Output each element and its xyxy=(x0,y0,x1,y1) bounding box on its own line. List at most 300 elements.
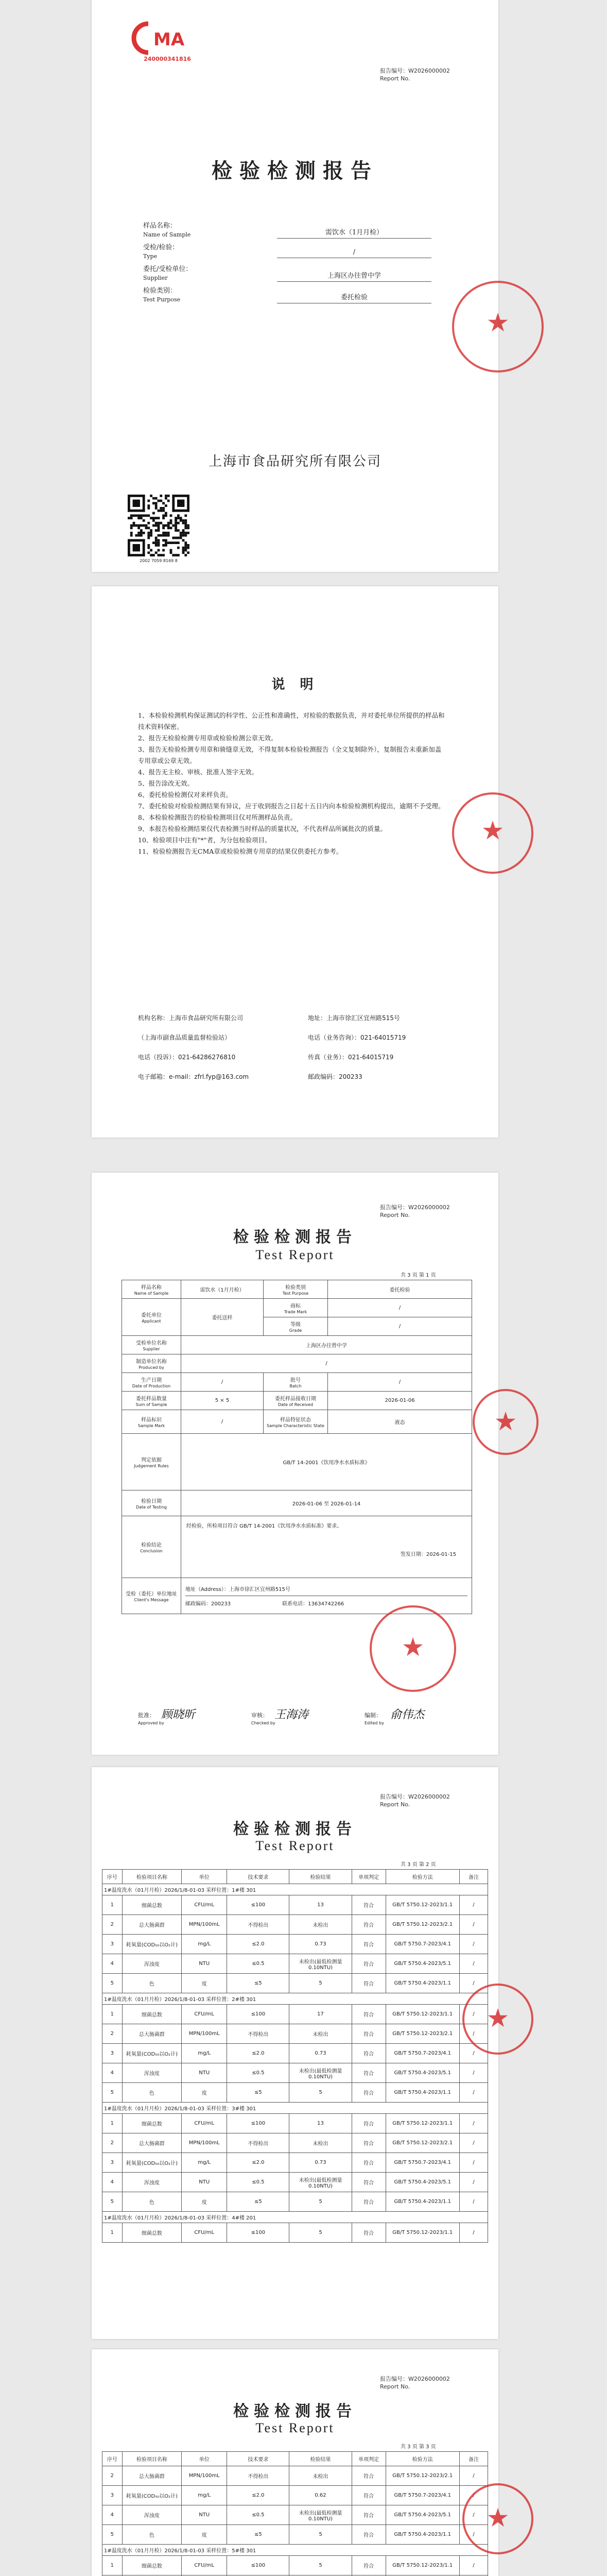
table-cell: GB/T 5750.4-2023/1.1 xyxy=(386,2083,459,2103)
table-cell: 符合 xyxy=(352,1895,386,1915)
table-cell: mg/L xyxy=(182,2153,227,2173)
cell-label: 生产日期 Date of Production xyxy=(122,1373,181,1392)
column-header: 单项判定 xyxy=(352,2452,386,2466)
group-caption-row xyxy=(102,1884,488,1895)
cell-label: 受检（委托）单位地址 Client's Message xyxy=(122,1578,181,1614)
table-cell: 耗氧量(COD₅₀以O₂计) xyxy=(122,2486,182,2505)
table-cell: GB/T 5750.7-2023/4.1 xyxy=(386,2486,459,2505)
qty-value: 5 × 5 xyxy=(181,1392,264,1410)
note-item: 4、报告无主检、审核、批准人签字无效。 xyxy=(138,768,258,776)
column-header: 检验结果 xyxy=(289,1870,352,1884)
column-header: 序号 xyxy=(102,2452,123,2466)
cell-label: 批号 Batch xyxy=(264,1373,328,1392)
cell-label: 样品标识 Sample Mark xyxy=(122,1410,181,1434)
contact-left: 电子邮箱：e-mail：zfrl.fyp@163.com xyxy=(138,1073,249,1080)
table-cell: 13 xyxy=(289,1895,352,1915)
table-cell: / xyxy=(459,2044,488,2063)
conclusion-row xyxy=(122,1516,472,1578)
cover-page xyxy=(92,0,510,572)
table-cell: 1 xyxy=(102,2114,123,2133)
table-cell: ≤5 xyxy=(227,2525,289,2545)
table-cell: CFU/mL xyxy=(182,2556,227,2575)
table-cell: 4 xyxy=(102,1954,123,1974)
table-cell: 2 xyxy=(102,2133,123,2153)
summary-title: 检验检测报告 xyxy=(233,1228,357,1246)
table-cell: 符合 xyxy=(352,2153,386,2173)
summary-row xyxy=(122,1280,472,1299)
table-cell: 符合 xyxy=(352,2525,386,2545)
table-cell: CFU/mL xyxy=(182,2223,227,2243)
date-prod-value: / xyxy=(181,1373,264,1392)
table-row xyxy=(102,1915,488,1935)
notes-title: 说 明 xyxy=(271,677,319,692)
table-cell: 细菌总数 xyxy=(122,2556,182,2575)
column-header: 序号 xyxy=(102,1870,123,1884)
table-cell: 4 xyxy=(102,2173,123,2192)
table-row xyxy=(102,1954,488,1974)
table-cell: NTU xyxy=(182,1954,227,1974)
summary-page xyxy=(92,1173,517,1755)
table-row xyxy=(102,2005,488,2024)
summary-row xyxy=(122,1299,472,1317)
table-cell: mg/L xyxy=(182,2486,227,2505)
table-cell: ≤2.0 xyxy=(227,2486,289,2505)
cma-logo xyxy=(139,21,196,62)
table-row xyxy=(102,2024,488,2044)
table-cell: 2 xyxy=(102,2024,123,2044)
table-cell: MPN/100mL xyxy=(182,2024,227,2044)
cma-logo-number: 240000341816 xyxy=(144,56,191,62)
report-number xyxy=(380,1204,450,1219)
recv-value: 2026-01-06 xyxy=(328,1392,472,1410)
supplier-row xyxy=(122,1336,472,1354)
table-cell: 1 xyxy=(102,2005,123,2024)
table-row xyxy=(102,1935,488,1954)
report-number xyxy=(380,67,450,82)
table-cell: CFU/mL xyxy=(182,2114,227,2133)
table-row xyxy=(102,2063,488,2083)
table-cell: 总大肠菌群 xyxy=(122,2466,182,2486)
cell-value: / xyxy=(328,1299,472,1317)
table-cell: / xyxy=(459,1935,488,1954)
table-cell: 色 xyxy=(122,2192,182,2212)
cell-label: 等级 Grade xyxy=(264,1317,328,1336)
group-caption: 1#温度洗水（01月月检）2026/1/8-01-03 采样位置：4#楼 201 xyxy=(102,2212,488,2223)
table-cell: CFU/mL xyxy=(182,2005,227,2024)
table-cell: NTU xyxy=(182,2063,227,2083)
group-caption-row xyxy=(102,1993,488,2005)
table-cell: GB/T 5750.12-2023/2.1 xyxy=(386,2133,459,2153)
note-item: 6、委托检验检测仅对来样负责。 xyxy=(138,791,232,799)
table-cell: 总大肠菌群 xyxy=(122,2024,182,2044)
table-cell: ≤5 xyxy=(227,2192,289,2212)
table-cell: / xyxy=(459,2024,488,2044)
batch-value: / xyxy=(328,1373,472,1392)
table-cell: 5 xyxy=(289,2525,352,2545)
table-cell: 耗氧量(COD₅₀以O₂计) xyxy=(122,1935,182,1954)
column-header: 技术要求 xyxy=(227,1870,289,1884)
table-cell: GB/T 5750.12-2023/1.1 xyxy=(386,2005,459,2024)
cell-value: / xyxy=(328,1317,472,1336)
table-cell: 符合 xyxy=(352,1935,386,1954)
seal-star-icon: ★ xyxy=(486,2003,510,2033)
cell-value: 委托检验 xyxy=(328,1280,472,1299)
data-title: 检验检测报告 xyxy=(233,2402,357,2420)
group-caption: 1#温度洗水（01月月检）2026/1/8-01-03 采样位置：2#楼 301 xyxy=(102,1993,488,2005)
cell-value: 需饮水（1月月检） xyxy=(181,1280,264,1299)
table-cell: GB/T 5750.7-2023/4.1 xyxy=(386,2153,459,2173)
data-title: 检验检测报告 xyxy=(233,1820,357,1838)
note-item: 11、检验检测报告无CMA章或检验检测专用章的结果仅供委托方参考。 xyxy=(138,848,343,855)
cover-field xyxy=(143,286,431,307)
table-cell: 4 xyxy=(102,2063,123,2083)
table-cell: 2 xyxy=(102,1915,123,1935)
group-caption-row xyxy=(102,2545,488,2556)
table-cell: MPN/100mL xyxy=(182,2466,227,2486)
table-row xyxy=(102,1974,488,1993)
table-cell: 0.73 xyxy=(289,2044,352,2063)
contact-left: （上海市副食品质量监督检验站） xyxy=(138,1034,231,1041)
table-cell: 3 xyxy=(102,2486,123,2505)
red-seal-stamp-5 xyxy=(462,1984,533,2055)
qty-row xyxy=(122,1392,472,1410)
page-info: 共 3 页 第 1 页 xyxy=(401,1273,436,1278)
table-cell: NTU xyxy=(182,2505,227,2525)
table-cell: 4 xyxy=(102,2505,123,2525)
group-caption-row xyxy=(102,2212,488,2223)
column-header: 检验方法 xyxy=(386,1870,459,1884)
contact-right: 电话（业务咨询）：021-64015719 xyxy=(308,1034,406,1041)
table-cell: ≤100 xyxy=(227,2556,289,2575)
table-cell: 总大肠菌群 xyxy=(122,2133,182,2153)
table-cell: 总大肠菌群 xyxy=(122,1915,182,1935)
field-label: 检验类别： Test Purpose xyxy=(143,287,181,303)
table-cell: GB/T 5750.12-2023/2.1 xyxy=(386,2466,459,2486)
table-cell: 符合 xyxy=(352,2486,386,2505)
seal-star-icon: ★ xyxy=(481,816,505,845)
table-cell: GB/T 5750.7-2023/4.1 xyxy=(386,2044,459,2063)
results-table xyxy=(102,2451,488,2576)
table-cell: mg/L xyxy=(182,1935,227,1954)
table-cell: ≤0.5 xyxy=(227,2505,289,2525)
cell-label: 商标 Trade Mark xyxy=(264,1299,328,1317)
table-cell: GB/T 5750.7-2023/4.1 xyxy=(386,1935,459,1954)
table-row xyxy=(102,2133,488,2153)
table-cell: / xyxy=(459,1974,488,1993)
table-cell: / xyxy=(459,2486,488,2505)
table-cell: GB/T 5750.12-2023/1.1 xyxy=(386,2114,459,2133)
check-signature: 王海涛 xyxy=(274,1708,309,1721)
table-cell: 3 xyxy=(102,1935,123,1954)
table-cell: 未检出 xyxy=(289,2024,352,2044)
judge-value: GB/T 14-2001《饮用净水水质标准》 xyxy=(181,1434,472,1490)
table-cell: 色 xyxy=(122,2083,182,2103)
mark-value: / xyxy=(181,1410,264,1434)
table-cell: GB/T 5750.4-2023/1.1 xyxy=(386,1974,459,1993)
note-item: 10、检验项目中注有"*"者，为分包检验项目。 xyxy=(138,836,271,844)
seal-star-icon: ★ xyxy=(486,308,510,337)
date-batch-row xyxy=(122,1373,472,1392)
mark-row xyxy=(122,1410,472,1434)
table-cell: 5 xyxy=(289,2192,352,2212)
table-cell: 1 xyxy=(102,2223,123,2243)
table-cell: 5 xyxy=(289,2556,352,2575)
note-item: 2、报告无检验检测专用章或检验检测公章无效。 xyxy=(138,734,278,742)
table-cell: GB/T 5750.12-2023/2.1 xyxy=(386,2024,459,2044)
testdate-value: 2026-01-06 至 2026-01-14 xyxy=(181,1490,472,1516)
seal-star-icon: ★ xyxy=(401,1632,425,1662)
table-cell: GB/T 5750.4-2023/5.1 xyxy=(386,2505,459,2525)
table-cell: 色 xyxy=(122,2525,182,2545)
table-row xyxy=(102,2223,488,2243)
cell-label: 样品名称 Name of Sample xyxy=(122,1280,181,1299)
table-cell: 符合 xyxy=(352,1954,386,1974)
qr-code xyxy=(128,495,189,556)
red-seal-stamp-2 xyxy=(452,792,533,874)
report-number-label: 报告编号： xyxy=(380,1204,408,1211)
cell-label: 检验类别 Test Purpose xyxy=(264,1280,328,1299)
table-cell: 耗氧量(COD₅₀以O₂计) xyxy=(122,2044,182,2063)
seal-star-icon: ★ xyxy=(494,1406,517,1436)
field-value: 委托检验 xyxy=(277,292,431,303)
cell-label: 样品特征状态 Sample Characteristic State xyxy=(264,1410,328,1434)
table-cell: ≤100 xyxy=(227,2223,289,2243)
table-cell: / xyxy=(459,2153,488,2173)
edit-label: 编制： Edited by xyxy=(365,1712,384,1725)
qr-caption: 2002 7059 8169 8 xyxy=(140,558,178,563)
table-cell: / xyxy=(459,2466,488,2486)
table-cell: 色 xyxy=(122,1974,182,1993)
table-cell: 符合 xyxy=(352,2173,386,2192)
field-label: 受检/检验： Type xyxy=(143,244,179,260)
company-name: 上海市食品研究所有限公司 xyxy=(208,454,381,469)
table-cell: ≤2.0 xyxy=(227,1935,289,1954)
notes-list xyxy=(138,710,447,857)
field-value: / xyxy=(277,248,431,258)
data-title-en: Test Report xyxy=(255,2420,335,2435)
table-cell: 1 xyxy=(102,1895,123,1915)
table-cell: 2 xyxy=(102,2466,123,2486)
table-cell: 浑浊度 xyxy=(122,1954,182,1974)
table-cell: MPN/100mL xyxy=(182,1915,227,1935)
report-number-en: Report No. xyxy=(380,75,410,82)
contact-right: 传真（业务）：021-64015719 xyxy=(308,1054,394,1061)
group-caption: 1#温度洗水（01月月检）2026/1/8-01-03 采样位置：3#楼 301 xyxy=(102,2103,488,2114)
table-row xyxy=(102,2192,488,2212)
approve-label: 批准： Approved by xyxy=(138,1712,164,1725)
table-cell: GB/T 5750.12-2023/1.1 xyxy=(386,2223,459,2243)
table-cell: GB/T 5750.4-2023/5.1 xyxy=(386,2173,459,2192)
table-cell: 未检出 xyxy=(289,2466,352,2486)
table-cell: 符合 xyxy=(352,1915,386,1935)
table-cell: GB/T 5750.4-2023/5.1 xyxy=(386,2063,459,2083)
column-header: 检验方法 xyxy=(386,2452,459,2466)
column-header: 检验项目名称 xyxy=(122,2452,182,2466)
column-header: 检验结果 xyxy=(289,2452,352,2466)
group-caption: 1#温度洗水（01月月检）2026/1/8-01-03 采样位置：1#楼 301 xyxy=(102,1884,488,1895)
contact-left: 机构名称：上海市食品研究所有限公司 xyxy=(138,1014,244,1022)
table-cell: / xyxy=(459,2556,488,2575)
cover-field xyxy=(143,265,431,285)
table-cell: 符合 xyxy=(352,2223,386,2243)
column-header: 技术要求 xyxy=(227,2452,289,2466)
table-cell: / xyxy=(459,2114,488,2133)
table-cell: 5 xyxy=(289,2223,352,2243)
table-cell: 符合 xyxy=(352,2063,386,2083)
table-cell: 不得检出 xyxy=(227,2024,289,2044)
table-cell: ≤0.5 xyxy=(227,1954,289,1974)
cell-label: 检验日期 Date of Testing xyxy=(122,1490,181,1516)
table-cell: / xyxy=(459,2505,488,2525)
results-table xyxy=(102,1869,488,2243)
report-number-value: W2026000002 xyxy=(408,67,450,74)
column-header: 单位 xyxy=(182,1870,227,1884)
edit-signature: 俞伟杰 xyxy=(390,1708,425,1721)
table-row xyxy=(102,2556,488,2575)
note-item: 1、本检验检测机构保证测试的科学性、公正性和准确性，对检验的数据负责，并对委托单位所提供的样品和技术资料保密。 xyxy=(138,711,445,731)
table-cell: 未检出 xyxy=(289,1915,352,1935)
cell-label: 制造单位名称 Produced by xyxy=(122,1354,181,1373)
summary-title-en: Test Report xyxy=(255,1247,335,1262)
table-cell: 符合 xyxy=(352,2556,386,2575)
table-cell: GB/T 5750.12-2023/1.1 xyxy=(386,2556,459,2575)
report-number: 报告编号：W2026000002 Report No. xyxy=(380,2376,450,2390)
table-cell: ≤100 xyxy=(227,2005,289,2024)
table-cell: 符合 xyxy=(352,2024,386,2044)
field-value: 上海区办往曾中学 xyxy=(277,270,431,282)
table-cell: 符合 xyxy=(352,1974,386,1993)
table-cell: 浑浊度 xyxy=(122,2063,182,2083)
sign-date: 签发日期：2026-01-15 xyxy=(400,1552,456,1557)
note-item: 9、本报告检验检测结果仅代表检测当时样品的质量状况，不代表样品所属批次的质量。 xyxy=(138,825,387,833)
table-cell: 17 xyxy=(289,2005,352,2024)
table-cell: 5 xyxy=(102,2192,123,2212)
report-number-label: 报告编号： xyxy=(380,67,408,74)
table-cell: / xyxy=(459,1915,488,1935)
table-cell: 13 xyxy=(289,2114,352,2133)
table-cell: ≤2.0 xyxy=(227,2153,289,2173)
field-label: 委托/受检单位： Supplier xyxy=(143,265,193,281)
cell-label: 检验结论 Conclusion xyxy=(122,1516,181,1578)
table-cell: 0.73 xyxy=(289,2153,352,2173)
table-cell: / xyxy=(459,2005,488,2024)
note-item: 5、报告涂改无效。 xyxy=(138,779,194,787)
table-cell: / xyxy=(459,2133,488,2153)
table-cell: ≤5 xyxy=(227,2083,289,2103)
table-cell: 1 xyxy=(102,2556,123,2575)
group-caption-row xyxy=(102,2103,488,2114)
table-cell: 5 xyxy=(102,1974,123,1993)
summary-table xyxy=(122,1280,472,1614)
char-value: 液态 xyxy=(328,1410,472,1434)
table-cell: mg/L xyxy=(182,2044,227,2063)
table-row xyxy=(102,2466,488,2486)
table-cell: ≤2.0 xyxy=(227,2044,289,2063)
table-cell: 未检出(最低检测量0.10NTU) xyxy=(289,2063,352,2083)
table-cell: 度 xyxy=(182,2083,227,2103)
testdate-row xyxy=(122,1490,472,1516)
table-cell: ≤0.5 xyxy=(227,2173,289,2192)
cell-label: 判定依据 Judgement Rules xyxy=(122,1434,181,1490)
table-cell: GB/T 5750.4-2023/1.1 xyxy=(386,2192,459,2212)
table-cell: 浑浊度 xyxy=(122,2505,182,2525)
cell-label: 委托样品数量 Sum of Sample xyxy=(122,1392,181,1410)
table-row xyxy=(102,2486,488,2505)
table-cell: 未检出 xyxy=(289,2133,352,2153)
page-info: 共 3 页 第 3 页 xyxy=(401,2444,436,2450)
table-cell: 符合 xyxy=(352,2133,386,2153)
cell-label: 委托单位 Applicant xyxy=(122,1299,181,1336)
table-cell: / xyxy=(459,1895,488,1915)
table-cell: 细菌总数 xyxy=(122,2005,182,2024)
table-cell: 0.62 xyxy=(289,2486,352,2505)
table-header-row xyxy=(102,1870,488,1884)
contact-mail-tel: 邮政编码：200233 联系电话：13634742266 xyxy=(185,1601,344,1607)
note-item: 3、报告无检验检测专用章和骑缝章无效，不得复制本检验检测报告（全文复制除外），复制报告未重新加盖专用章或公章无效。 xyxy=(138,745,442,765)
table-cell: GB/T 5750.4-2023/1.1 xyxy=(386,2525,459,2545)
red-seal-stamp xyxy=(452,281,544,372)
qr-code-icon xyxy=(128,495,189,556)
table-row xyxy=(102,2114,488,2133)
table-cell: / xyxy=(459,2063,488,2083)
table-cell: 3 xyxy=(102,2153,123,2173)
table-cell: 符合 xyxy=(352,2192,386,2212)
table-cell: 细菌总数 xyxy=(122,1895,182,1915)
table-cell: 5 xyxy=(289,2083,352,2103)
note-item: 7、委托检验对检验检测结果有异议，应于收到报告之日起十五日内向本检验检测机构提出，逾期不予受理。 xyxy=(138,802,445,810)
contact-left: 电话（投诉）：021-64286276810 xyxy=(138,1054,236,1061)
red-seal-stamp-6 xyxy=(462,2483,533,2554)
table-row xyxy=(102,2505,488,2525)
cover-field xyxy=(143,243,431,264)
table-cell: 细菌总数 xyxy=(122,2223,182,2243)
table-cell: NTU xyxy=(182,2173,227,2192)
conclusion-text: 经检验，所检项目符合 GB/T 14-2001《饮用净水水质标准》要求。 xyxy=(186,1523,342,1529)
table-cell: 未检出(最低检测量0.10NTU) xyxy=(289,2505,352,2525)
contact-right: 地址：上海市徐汇区宜州路515号 xyxy=(308,1014,400,1022)
table-cell: ≤100 xyxy=(227,2114,289,2133)
report-number: 报告编号：W2026000002 Report No. xyxy=(380,1793,450,1808)
table-row xyxy=(102,2153,488,2173)
judge-row xyxy=(122,1434,472,1490)
data-page-1 xyxy=(92,1767,510,2339)
table-cell: 度 xyxy=(182,2192,227,2212)
column-header: 备注 xyxy=(459,2452,488,2466)
table-cell: GB/T 5750.4-2023/5.1 xyxy=(386,1954,459,1974)
table-cell: ≤100 xyxy=(227,1895,289,1915)
table-cell: GB/T 5750.12-2023/1.1 xyxy=(386,1895,459,1915)
table-cell: 细菌总数 xyxy=(122,2114,182,2133)
table-cell: 符合 xyxy=(352,2044,386,2063)
cell-value: 委托送样 xyxy=(181,1299,264,1336)
table-cell: 符合 xyxy=(352,2505,386,2525)
notes-page xyxy=(92,586,505,1138)
table-cell: 浑浊度 xyxy=(122,2173,182,2192)
table-cell: 5 xyxy=(102,2083,123,2103)
approve-signature: 顾晓昕 xyxy=(161,1708,196,1721)
column-header: 单项判定 xyxy=(352,1870,386,1884)
table-cell: MPN/100mL xyxy=(182,2133,227,2153)
table-row xyxy=(102,2044,488,2063)
red-seal-stamp-3 xyxy=(370,1605,456,1692)
table-row xyxy=(102,2083,488,2103)
cell-label: 委托样品接收日期 Date of Received xyxy=(264,1392,328,1410)
data-title-en: Test Report xyxy=(255,1838,335,1853)
table-cell: 不得检出 xyxy=(227,2466,289,2486)
svg-text:MA: MA xyxy=(153,29,185,50)
cover-field xyxy=(143,222,431,242)
producer-value: / xyxy=(181,1354,472,1373)
